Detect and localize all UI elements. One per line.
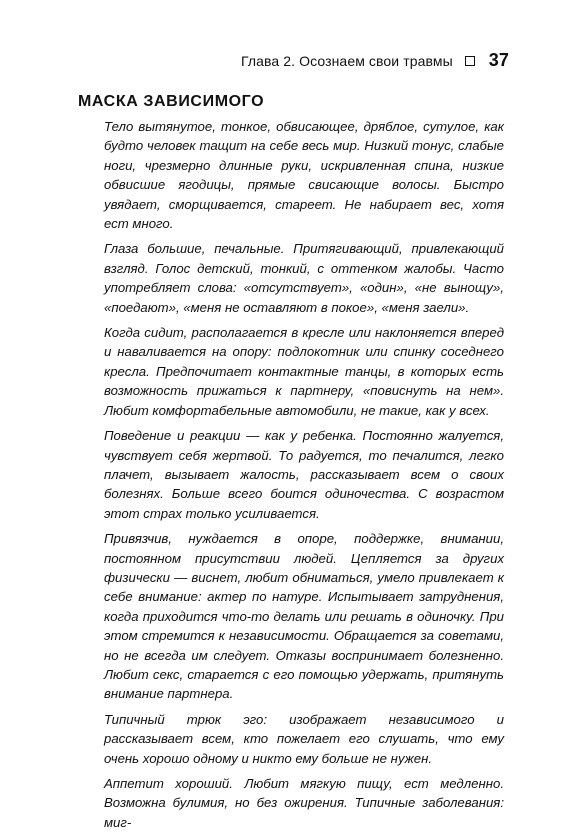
paragraph-behavior: Поведение и реакции — как у ребенка. Постоянно жалуется, чувствует себя жертвой. То радуется, то печалится, легко плачет, вызывает жалость, рассказывает всем о своих болезнях. Больше всего боится одиночества. С возрастом этот страх только усиливается.: [104, 428, 504, 521]
paragraph-body-description: Тело вытянутое, тонкое, обвисающее, дряблое, сутулое, как будто человек тащит на себе весь мир. Низкий тонус, слабые ноги, чрезмерно длинные руки, искривленная спина, низкие обвисшие ягодицы, прямые свисающие волосы. Быстро увядает, сморщивается, стареет. Не набирает вес, хотя ест много.: [104, 119, 504, 232]
paragraph-appetite: Аппетит хороший. Любит мягкую пищу, ест медленно. Возможна булимия, но без ожирения. Типичные заболевания: миг-: [104, 776, 504, 830]
chapter-title: Глава 2. Осознаем свои травмы: [240, 52, 453, 69]
paragraph-ego-trick: Типичный трюк эго: изображает независимого и рассказывает всем, кто пожелает его слушать, что ему очень хорошо одному и никто ему больше не нужен.: [104, 711, 504, 766]
running-header: [241, 50, 509, 71]
section-title: МАСКА ЗАВИСИМОГО: [78, 93, 265, 110]
body-text: [104, 117, 504, 838]
paragraph-sitting-posture: Когда сидит, располагается в кресле или наклоняется вперед и наваливается на опору: подлокотник или спинку соседнего кресла. Предпочитает контактные танцы, в которых есть возможность прижаться к партнеру, «повиснуть на нем». Любит комфортабельные автомобили, не такие, как у всех.: [104, 325, 504, 418]
page-number: 37: [488, 50, 509, 70]
square-bullet-icon: [465, 56, 475, 66]
paragraph-attachment: Привязчив, нуждается в опоре, поддержке, внимании, постоянном присутствии людей. Цепляется за других физически — виснет, любит обниматься, умело привлекает к себе внимание: актер по натуре. Испытывает затруднения, когда приходится что-то делать или решать в одиночку. При этом стремится к независимости. Обращается за советами, но не всегда им следует. Отказы воспринимает болезненно. Любит секс, старается с его помощью удержать, притянуть внимание партнера.: [104, 531, 504, 702]
paragraph-eyes-voice: Глаза большие, печальные. Притягивающий, привлекающий взгляд. Голос детский, тонкий, с оттенком жалобы. Часто употребляет слова: «отсутствует», «один», «не вынощу», «поедают», «меня не оставляют в покое», «меня заели».: [104, 241, 504, 315]
